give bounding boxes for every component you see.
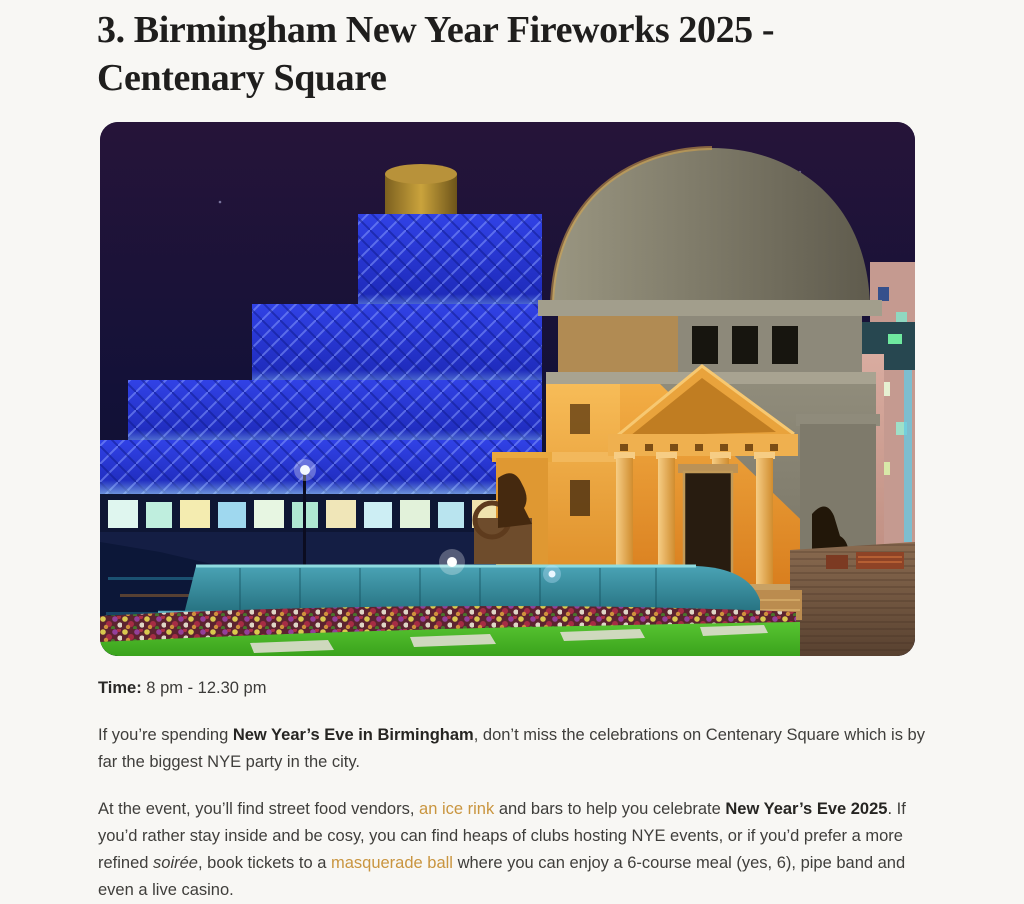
text-segment: . If you’d rather stay inside and be cosy, you can find heaps of clubs hosting NYE events, or if you’d prefer a more refined — [98, 800, 906, 872]
text-segment: where you can enjoy a 6-course meal (yes, 6), pipe band and even a live casino. — [98, 854, 906, 899]
text-segment: New Year’s Eve 2025 — [725, 800, 888, 818]
paragraph-1 — [98, 722, 938, 776]
text-segment: , book tickets to a — [198, 854, 331, 872]
centenary-square-night-scene — [100, 122, 915, 656]
inline-link[interactable]: an ice rink — [419, 800, 495, 818]
article-photo — [100, 122, 915, 656]
time-label: Time: — [98, 679, 142, 697]
text-segment: soirée — [153, 854, 198, 872]
page-title — [97, 6, 938, 102]
text-segment: and bars to help you celebrate — [494, 800, 726, 818]
page-title-line-2: Centenary Square — [97, 57, 387, 99]
text-segment: , don’t miss the celebrations on Centenary Square which is by far the biggest NYE party in the city. — [98, 726, 925, 771]
text-segment: At the event, you’ll find street food vendors, — [98, 800, 420, 818]
article-page — [0, 6, 1024, 899]
inline-link[interactable]: masquerade ball — [330, 854, 453, 872]
page-title-line-1: 3. Birmingham New Year Fireworks 2025 - — [97, 9, 775, 51]
time-value: 8 pm - 12.30 pm — [141, 679, 267, 697]
text-segment: New Year’s Eve in Birmingham — [232, 726, 474, 744]
event-time — [98, 675, 938, 702]
paragraph-2 — [98, 796, 938, 904]
text-segment: If you’re spending — [98, 726, 233, 744]
article-body — [0, 675, 1024, 904]
